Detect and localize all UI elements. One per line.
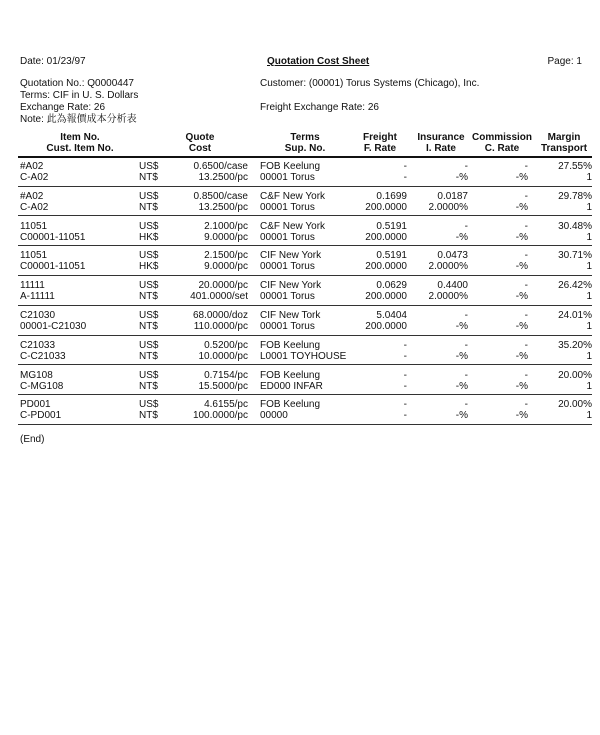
cell-cur2: NT$ [139, 380, 158, 392]
row-divider [18, 424, 592, 425]
col-terms: Terms [290, 132, 320, 143]
cell-crate: -% [515, 201, 528, 213]
cell-freight: 5.0404 [376, 310, 407, 321]
cell-freight: - [403, 161, 407, 172]
cell-frate: 200.0000 [365, 201, 407, 213]
cell-cur1: US$ [139, 190, 159, 202]
cell-terms: CIF New York [260, 280, 322, 292]
cell-cost: 100.0000/pc [192, 410, 248, 422]
cell-crate: -% [515, 172, 528, 183]
cell-quote: 0.8500/case [193, 190, 248, 202]
cell-cost: 10.0000/pc [198, 350, 248, 362]
cell-cur1: US$ [139, 399, 159, 411]
cell-sup: ED000 INFAR [260, 380, 323, 392]
cell-cust: C-C21033 [20, 350, 66, 362]
customer: Customer: (00001) Torus Systems (Chicago), Inc. [260, 78, 480, 89]
col-sup-no: Sup. No. [284, 143, 326, 154]
cell-item: 11111 [20, 280, 45, 292]
cell-cust: C-PD001 [20, 410, 62, 422]
cell-cur2: HK$ [139, 231, 159, 243]
cell-cur1: US$ [139, 339, 159, 351]
report-date: Date: 01/23/97 [20, 56, 86, 67]
cell-frate: 200.0000 [365, 321, 407, 332]
cell-transport: 1 [586, 321, 592, 332]
cell-cur1: US$ [139, 280, 159, 292]
row-divider [18, 186, 592, 187]
col-head-item [30, 132, 130, 154]
row-divider [18, 364, 592, 365]
cell-comm: - [524, 250, 528, 262]
cell-quote: 0.5200/pc [204, 339, 248, 351]
cell-item: MG108 [20, 369, 53, 381]
row-divider [18, 215, 592, 216]
cell-irate: 2.0000% [428, 201, 468, 213]
cell-ins: 0.4400 [437, 280, 468, 292]
cell-crate: -% [515, 380, 528, 392]
cell-ins: 0.0187 [437, 190, 468, 202]
cell-cur2: NT$ [139, 321, 158, 332]
cell-transport: 1 [586, 201, 592, 213]
cell-cur2: NT$ [139, 172, 158, 183]
cell-irate: 2.0000% [428, 291, 468, 303]
col-cost: Cost [188, 143, 212, 154]
cell-terms: C&F New York [260, 220, 326, 232]
cell-item: #A02 [20, 161, 44, 172]
cell-transport: 1 [586, 261, 592, 273]
cell-ins: - [464, 161, 468, 172]
cell-transport: 1 [586, 172, 592, 183]
cell-quote: 2.1000/pc [204, 220, 248, 232]
cell-cust: C-A02 [20, 172, 49, 183]
header-rule [18, 156, 592, 158]
cell-transport: 1 [586, 231, 592, 243]
cell-sup: 00001 Torus [260, 172, 315, 183]
cell-terms: CIF New York [260, 250, 322, 262]
col-head-insurance [413, 132, 469, 154]
cell-cost: 13.2500/pc [198, 172, 248, 183]
end-marker: (End) [20, 434, 45, 446]
cell-crate: -% [515, 410, 528, 422]
cell-frate: 200.0000 [365, 291, 407, 303]
row-divider [18, 305, 592, 306]
cell-item: C21030 [20, 310, 56, 321]
cell-cust: C00001-11051 [20, 231, 86, 243]
cell-margin: 20.00% [558, 399, 592, 411]
quotation-number: Quotation No.: Q0000447 [20, 78, 134, 89]
cell-cur2: NT$ [139, 201, 158, 213]
col-cust-item-no: Cust. Item No. [46, 143, 114, 154]
freight-exchange-rate: Freight Exchange Rate: 26 [260, 102, 379, 113]
cell-margin: 20.00% [558, 369, 592, 381]
cell-item: PD001 [20, 399, 51, 411]
cell-cost: 13.2500/pc [198, 201, 248, 213]
cell-transport: 1 [586, 350, 592, 362]
cell-sup: 00000 [260, 410, 288, 422]
cell-cust: A-11111 [20, 291, 55, 303]
cell-cur1: US$ [139, 250, 159, 262]
cell-crate: -% [515, 231, 528, 243]
cell-frate: - [403, 350, 407, 362]
cell-terms: CIF New Tork [260, 310, 321, 321]
cell-comm: - [524, 280, 528, 292]
cell-comm: - [524, 310, 528, 321]
cell-margin: 35.20% [558, 339, 592, 351]
cell-quote: 2.1500/pc [204, 250, 248, 262]
col-head-terms [275, 132, 335, 154]
note: Note: 此為報價成本分析表 [20, 114, 137, 125]
col-head-quote [170, 132, 230, 154]
cell-item: #A02 [20, 190, 44, 202]
cell-terms: FOB Keelung [260, 399, 321, 411]
cell-frate: - [403, 380, 407, 392]
cell-crate: -% [515, 261, 528, 273]
col-margin: Margin [547, 132, 581, 143]
cell-margin: 30.48% [558, 220, 592, 232]
row-divider [18, 245, 592, 246]
cell-terms: FOB Keelung [260, 369, 321, 381]
cell-ins: - [464, 339, 468, 351]
cell-ins: 0.0473 [437, 250, 468, 262]
cell-sup: 00001 Torus [260, 231, 315, 243]
cell-cur1: US$ [139, 161, 159, 172]
cell-comm: - [524, 220, 528, 232]
cell-cost: 15.5000/pc [198, 380, 248, 392]
cell-transport: 1 [586, 291, 592, 303]
cell-margin: 30.71% [558, 250, 592, 262]
cell-crate: -% [515, 321, 528, 332]
cell-cost: 9.0000/pc [204, 261, 248, 273]
cell-cust: C00001-11051 [20, 261, 86, 273]
cell-crate: -% [515, 291, 528, 303]
cell-sup: 00001 Torus [260, 261, 315, 273]
cell-item: 11051 [20, 220, 48, 232]
row-divider [18, 335, 592, 336]
cell-cur2: NT$ [139, 350, 158, 362]
cell-quote: 20.0000/pc [198, 280, 248, 292]
cell-irate: -% [455, 231, 468, 243]
cell-sup: 00001 Torus [260, 321, 315, 332]
cell-quote: 0.6500/case [193, 161, 248, 172]
col-head-freight [355, 132, 405, 154]
cell-freight: - [403, 369, 407, 381]
cell-cur1: US$ [139, 369, 159, 381]
col-head-margin [536, 132, 592, 154]
cell-frate: - [403, 172, 407, 183]
cell-cur1: US$ [139, 310, 159, 321]
cell-irate: -% [455, 321, 468, 332]
cell-comm: - [524, 369, 528, 381]
cell-quote: 0.7154/pc [204, 369, 248, 381]
cell-terms: FOB Keelung [260, 161, 321, 172]
page-number: Page: 1 [547, 56, 582, 67]
col-f-rate: F. Rate [363, 143, 397, 154]
cell-margin: 27.55% [558, 161, 592, 172]
row-divider [18, 275, 592, 276]
cell-freight: 0.5191 [376, 220, 407, 232]
cell-freight: - [403, 339, 407, 351]
cell-item: C21033 [20, 339, 56, 351]
col-i-rate: I. Rate [425, 143, 456, 154]
cell-cost: 9.0000/pc [204, 231, 248, 243]
cell-cur2: NT$ [139, 291, 158, 303]
cell-comm: - [524, 399, 528, 411]
cell-sup: L0001 TOYHOUSE [260, 350, 347, 362]
cell-irate: -% [455, 380, 468, 392]
cell-sup: 00001 Torus [260, 291, 315, 303]
cell-terms: C&F New York [260, 190, 326, 202]
cell-freight: 0.5191 [376, 250, 407, 262]
report-title: Quotation Cost Sheet [267, 56, 370, 67]
cell-frate: 200.0000 [365, 231, 407, 243]
cell-freight: 0.1699 [376, 190, 407, 202]
cell-ins: - [464, 399, 468, 411]
cell-sup: 00001 Torus [260, 201, 315, 213]
col-insurance: Insurance [417, 132, 465, 143]
cell-item: 11051 [20, 250, 48, 262]
col-item-no: Item No. [60, 132, 100, 143]
cell-irate: -% [455, 350, 468, 362]
col-transport: Transport [540, 143, 588, 154]
cell-cur2: HK$ [139, 261, 159, 273]
cell-ins: - [464, 220, 468, 232]
cell-cost: 401.0000/set [190, 291, 248, 303]
cell-margin: 24.01% [558, 310, 592, 321]
terms: Terms: CIF in U. S. Dollars [20, 90, 139, 101]
cell-irate: -% [455, 410, 468, 422]
cell-ins: - [464, 310, 468, 321]
cell-cust: 00001-C21030 [20, 321, 87, 332]
cell-comm: - [524, 190, 528, 202]
cell-margin: 29.78% [558, 190, 592, 202]
cell-quote: 68.0000/doz [192, 310, 248, 321]
cell-cust: C-MG108 [20, 380, 64, 392]
col-freight: Freight [363, 132, 397, 143]
exchange-rate: Exchange Rate: 26 [20, 102, 106, 113]
cell-crate: -% [515, 350, 528, 362]
cell-frate: - [403, 410, 407, 422]
cell-comm: - [524, 161, 528, 172]
cell-cur1: US$ [139, 220, 159, 232]
cell-comm: - [524, 339, 528, 351]
cell-quote: 4.6155/pc [204, 399, 248, 411]
cell-cur2: NT$ [139, 410, 158, 422]
cell-cost: 110.0000/pc [193, 321, 248, 332]
cell-terms: FOB Keelung [260, 339, 321, 351]
col-c-rate: C. Rate [484, 143, 520, 154]
col-quote: Quote [185, 132, 215, 143]
col-head-commission [470, 132, 534, 154]
cell-margin: 26.42% [558, 280, 592, 292]
cell-frate: 200.0000 [365, 261, 407, 273]
cell-irate: 2.0000% [428, 261, 468, 273]
cell-transport: 1 [586, 410, 592, 422]
row-divider [18, 394, 592, 395]
cell-ins: - [464, 369, 468, 381]
cell-cust: C-A02 [20, 201, 49, 213]
col-commission: Commission [471, 132, 532, 143]
cell-transport: 1 [586, 380, 592, 392]
cell-irate: -% [455, 172, 468, 183]
cell-freight: 0.0629 [376, 280, 407, 292]
cell-freight: - [403, 399, 407, 411]
